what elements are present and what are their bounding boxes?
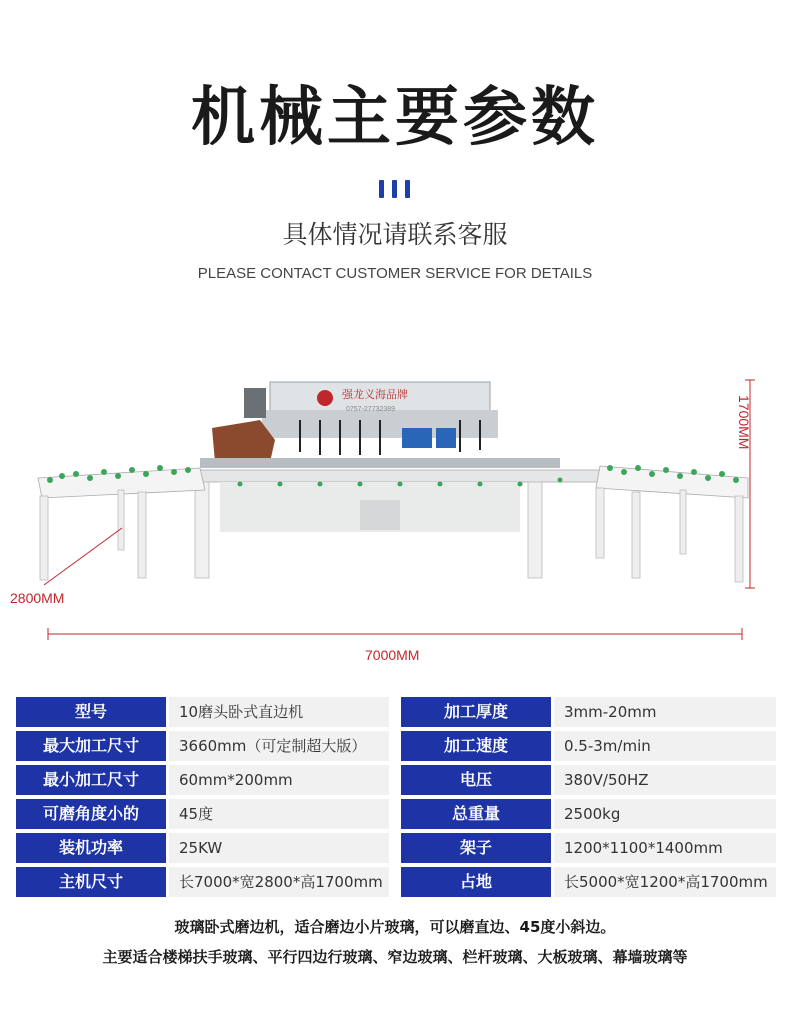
spec-value: 3mm-20mm [554,697,776,727]
spec-value: 45度 [169,799,389,829]
spec-value: 10磨头卧式直边机 [169,697,389,727]
spec-value: 1200*1100*1400mm [554,833,776,863]
subtitle: 具体情况请联系客服 [282,220,508,249]
divider-bars-icon [379,180,411,198]
spec-row [16,765,776,795]
spec-value: 0.5-3m/min [554,731,776,761]
dimension-height: 1700MM [736,395,752,450]
spec-value: 3660mm（可定制超大版） [169,731,389,761]
spec-row [16,867,776,897]
page-title: 机械主要参数 [191,81,599,155]
machine-illustration [0,370,790,670]
spec-row [16,799,776,829]
spec-label: 架子 [401,833,551,863]
spec-value: 长7000*宽2800*高1700mm [169,867,389,897]
brand-phone: 0757-27732389 [346,406,396,413]
dimension-width: 7000MM [365,647,420,663]
spec-label: 电压 [401,765,551,795]
spec-row [16,833,776,863]
subtitle-english: PLEASE CONTACT CUSTOMER SERVICE FOR DETAILS [197,265,593,282]
spec-label: 可磨角度小的 [16,799,166,829]
spec-label: 装机功率 [16,833,166,863]
spec-value: 25KW [169,833,389,863]
spec-label: 占地 [401,867,551,897]
spec-value: 380V/50HZ [554,765,776,795]
spec-label: 型号 [16,697,166,727]
spec-value: 长5000*宽1200*高1700mm [554,867,776,897]
spec-value: 60mm*200mm [169,765,389,795]
spec-label: 最小加工尺寸 [16,765,166,795]
spec-label: 最大加工尺寸 [16,731,166,761]
spec-label: 主机尺寸 [16,867,166,897]
spec-value: 2500kg [554,799,776,829]
spec-label: 总重量 [401,799,551,829]
spec-row [16,731,776,761]
dimension-depth: 2800MM [10,590,65,606]
spec-label: 加工厚度 [401,697,551,727]
spec-label: 加工速度 [401,731,551,761]
description-line-2: 主要适合楼梯扶手玻璃、平行四边行玻璃、窄边玻璃、栏杆玻璃、大板玻璃、幕墙玻璃等 [102,948,688,966]
description-line-1: 玻璃卧式磨边机，适合磨边小片玻璃，可以磨直边、45度小斜边。 [174,918,616,936]
spec-row [16,697,776,727]
brand-label: 强龙义海品牌 [342,388,408,401]
